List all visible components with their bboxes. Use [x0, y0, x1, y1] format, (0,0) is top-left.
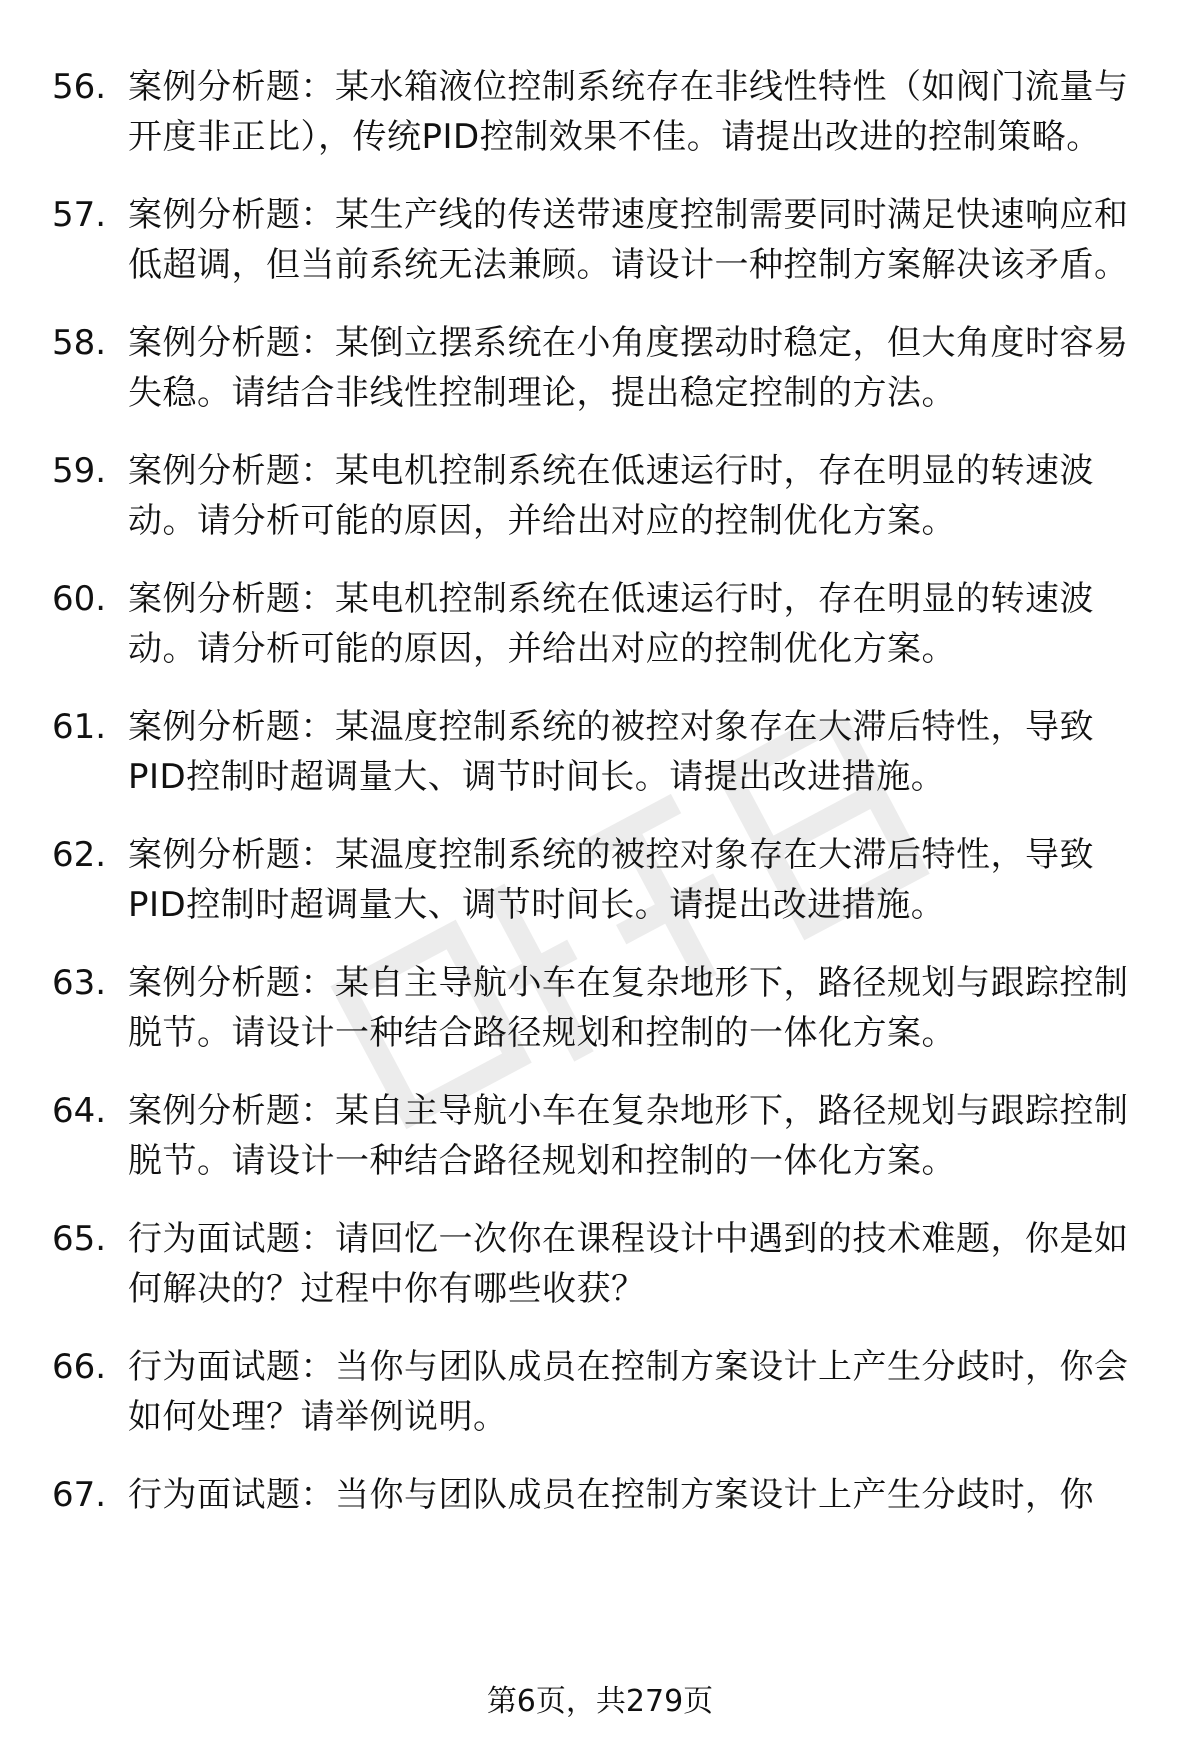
question-text: 案例分析题：某温度控制系统的被控对象存在大滞后特性，导致PID控制时超调量大、调节时间长。请提出改进措施。 — [128, 835, 1094, 925]
question-item — [52, 1214, 1152, 1314]
question-item — [52, 830, 1152, 930]
question-item — [52, 1086, 1152, 1186]
question-text: 案例分析题：某自主导航小车在复杂地形下，路径规划与跟踪控制脱节。请设计一种结合路径规划和控制的一体化方案。 — [128, 1091, 1129, 1181]
question-item — [52, 62, 1152, 162]
page-number-footer: 第6页，共279页 — [486, 1684, 714, 1719]
question-item — [52, 446, 1152, 546]
question-number: 60. — [52, 579, 107, 619]
question-text: 案例分析题：某倒立摆系统在小角度摆动时稳定，但大角度时容易失稳。请结合非线性控制理论，提出稳定控制的方法。 — [128, 323, 1129, 413]
question-number: 65. — [52, 1219, 107, 1259]
question-number: 58. — [52, 323, 107, 363]
question-text: 案例分析题：某水箱液位控制系统存在非线性特性（如阀门流量与开度非正比），传统PID控制效果不佳。请提出改进的控制策略。 — [128, 67, 1129, 157]
question-number: 62. — [52, 835, 107, 875]
question-item — [52, 958, 1152, 1058]
question-item — [52, 1470, 1152, 1520]
question-number: 63. — [52, 963, 107, 1003]
question-text: 行为面试题：当你与团队成员在控制方案设计上产生分歧时，你会如何处理？请举例说明。 — [128, 1347, 1129, 1437]
question-text: 案例分析题：某温度控制系统的被控对象存在大滞后特性，导致PID控制时超调量大、调节时间长。请提出改进措施。 — [128, 707, 1094, 797]
question-item — [52, 702, 1152, 802]
question-number: 66. — [52, 1347, 107, 1387]
question-number: 57. — [52, 195, 107, 235]
question-number: 59. — [52, 451, 107, 491]
question-item — [52, 574, 1152, 674]
question-text: 案例分析题：某生产线的传送带速度控制需要同时满足快速响应和低超调，但当前系统无法兼顾。请设计一种控制方案解决该矛盾。 — [128, 195, 1129, 285]
question-text: 案例分析题：某自主导航小车在复杂地形下，路径规划与跟踪控制脱节。请设计一种结合路径规划和控制的一体化方案。 — [128, 963, 1129, 1053]
question-item — [52, 318, 1152, 418]
question-number: 64. — [52, 1091, 107, 1131]
question-item — [52, 190, 1152, 290]
question-text: 行为面试题：请回忆一次你在课程设计中遇到的技术难题，你是如何解决的？过程中你有哪些收获？ — [128, 1219, 1129, 1309]
question-text: 案例分析题：某电机控制系统在低速运行时，存在明显的转速波动。请分析可能的原因，并给出对应的控制优化方案。 — [128, 579, 1094, 669]
question-list — [52, 62, 1152, 1548]
question-text: 行为面试题：当你与团队成员在控制方案设计上产生分歧时，你 — [128, 1475, 1094, 1515]
question-number: 56. — [52, 67, 107, 107]
question-text: 案例分析题：某电机控制系统在低速运行时，存在明显的转速波动。请分析可能的原因，并给出对应的控制优化方案。 — [128, 451, 1094, 541]
question-number: 67. — [52, 1475, 107, 1515]
question-number: 61. — [52, 707, 107, 747]
question-item — [52, 1342, 1152, 1442]
